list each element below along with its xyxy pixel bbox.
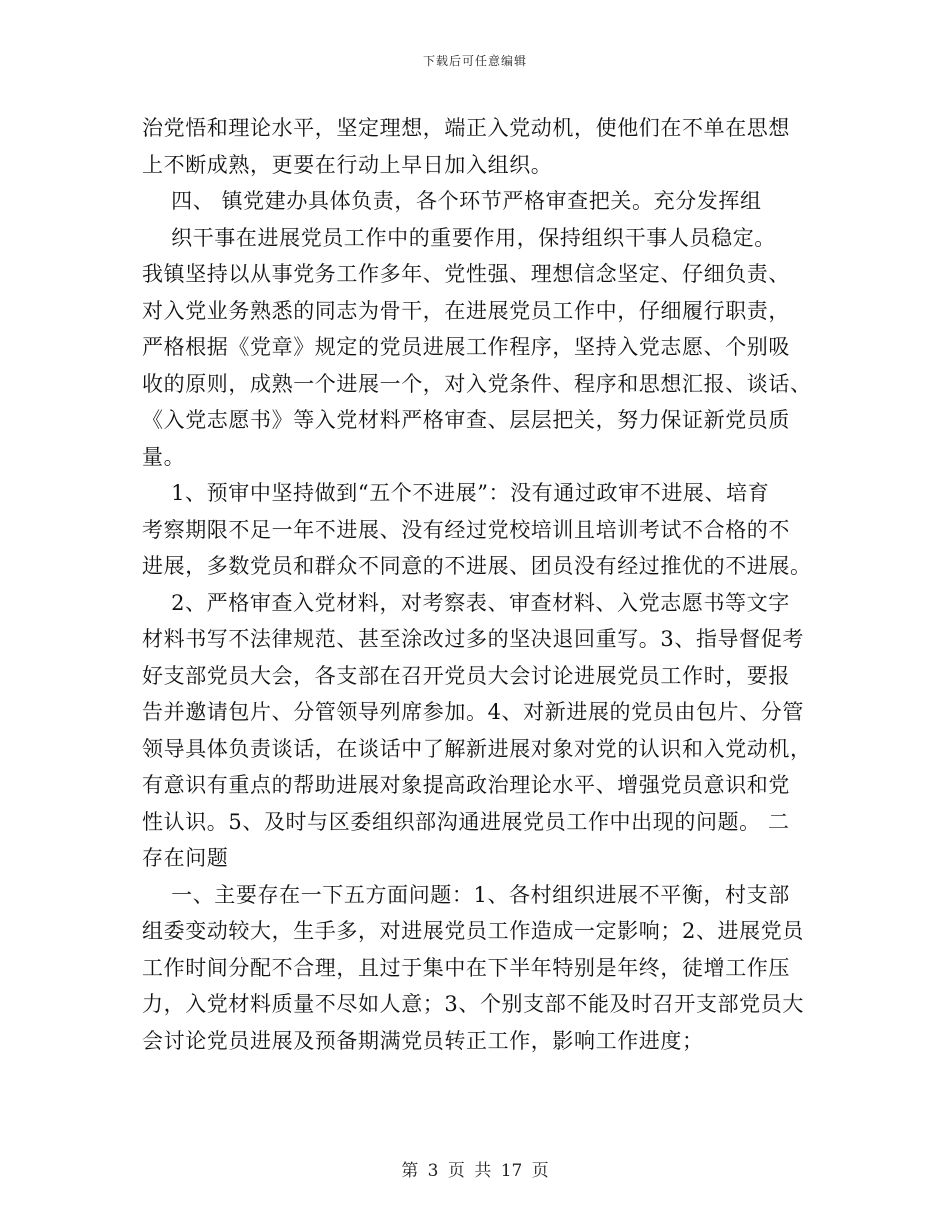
text-line: 对入党业务熟悉的同志为骨干，在进展党员工作中，仔细履行职责， — [142, 298, 790, 323]
text-line: 进展，多数党员和群众不同意的不进展、团员没有经过推优的不进展。 — [142, 554, 812, 578]
text-line: 量。 — [142, 444, 186, 469]
text-line: 考察期限不足一年不进展、没有经过党校培训且培训考试不合格的不 — [142, 517, 790, 542]
text-line: 有意识有重点的帮助进展对象提高政治理论水平、增强党员意识和党 — [142, 773, 790, 797]
text-line: 一、主要存在一下五方面问题：1、各村组织进展不平衡，村支部 — [142, 882, 790, 907]
text-line: 织干事在进展党员工作中的重要作用，保持组织干事人员稳定。 — [142, 225, 776, 250]
text-line: 治党悟和理论水平，坚定理想，端正入党动机，使他们在不单在思想 — [142, 116, 790, 140]
text-line: 工作时间分配不合理，且过于集中在下半年特别是年终，徒增工作压 — [142, 955, 790, 980]
text-line: 性认识。5、及时与区委组织部沟通进展党员工作中出现的问题。 二 — [142, 809, 790, 834]
text-line: 存在问题 — [142, 846, 229, 870]
text-line: 1、预审中坚持做到“五个不进展”：没有通过政审不进展、培育 — [142, 481, 770, 505]
text-line: 我镇坚持以从事党务工作多年、党性强、理想信念坚定、仔细负责、 — [142, 262, 790, 286]
text-line: 组委变动较大，生手多，对进展党员工作造成一定影响；2、进展党员 — [142, 919, 804, 943]
document-body — [142, 110, 810, 1059]
text-line: 力，入党材料质量不尽如人意；3、个别支部不能及时召开支部党员大 — [142, 992, 804, 1016]
text-line: 好支部党员大会，各支部在召开党员大会讨论进展党员工作时，要报 — [142, 663, 790, 688]
text-line: 《入党志愿书》等入党材料严格审查、层层把关，努力保证新党员质 — [142, 408, 790, 432]
text-line: 四、 镇党建办具体负责，各个环节严格审查把关。充分发挥组 — [142, 189, 762, 213]
text-line: 告并邀请包片、分管领导列席参加。4、对新进展的党员由包片、分管 — [142, 700, 804, 724]
text-line: 材料书写不法律规范、甚至涂改过多的坚决退回重写。3、指导督促考 — [142, 627, 804, 651]
text-line: 2、严格审查入党材料，对考察表、审查材料、入党志愿书等文字 — [142, 590, 790, 615]
text-line: 收的原则，成熟一个进展一个，对入党条件、程序和思想汇报、谈话、 — [142, 371, 812, 396]
text-line: 严格根据《党章》规定的党员进展工作程序，坚持入党志愿、个别吸 — [142, 335, 790, 359]
page-number-footer: 第 3 页 共 17 页 — [401, 1161, 549, 1181]
page-header: 下载后可任意编辑 — [422, 54, 527, 68]
text-line: 会讨论党员进展及预备期满党员转正工作，影响工作进度； — [142, 1028, 704, 1053]
text-line: 领导具体负责谈话，在谈话中了解新进展对象对党的认识和入党动机， — [142, 736, 812, 761]
text-line: 上不断成熟，更要在行动上早日加入组织。 — [142, 152, 553, 177]
